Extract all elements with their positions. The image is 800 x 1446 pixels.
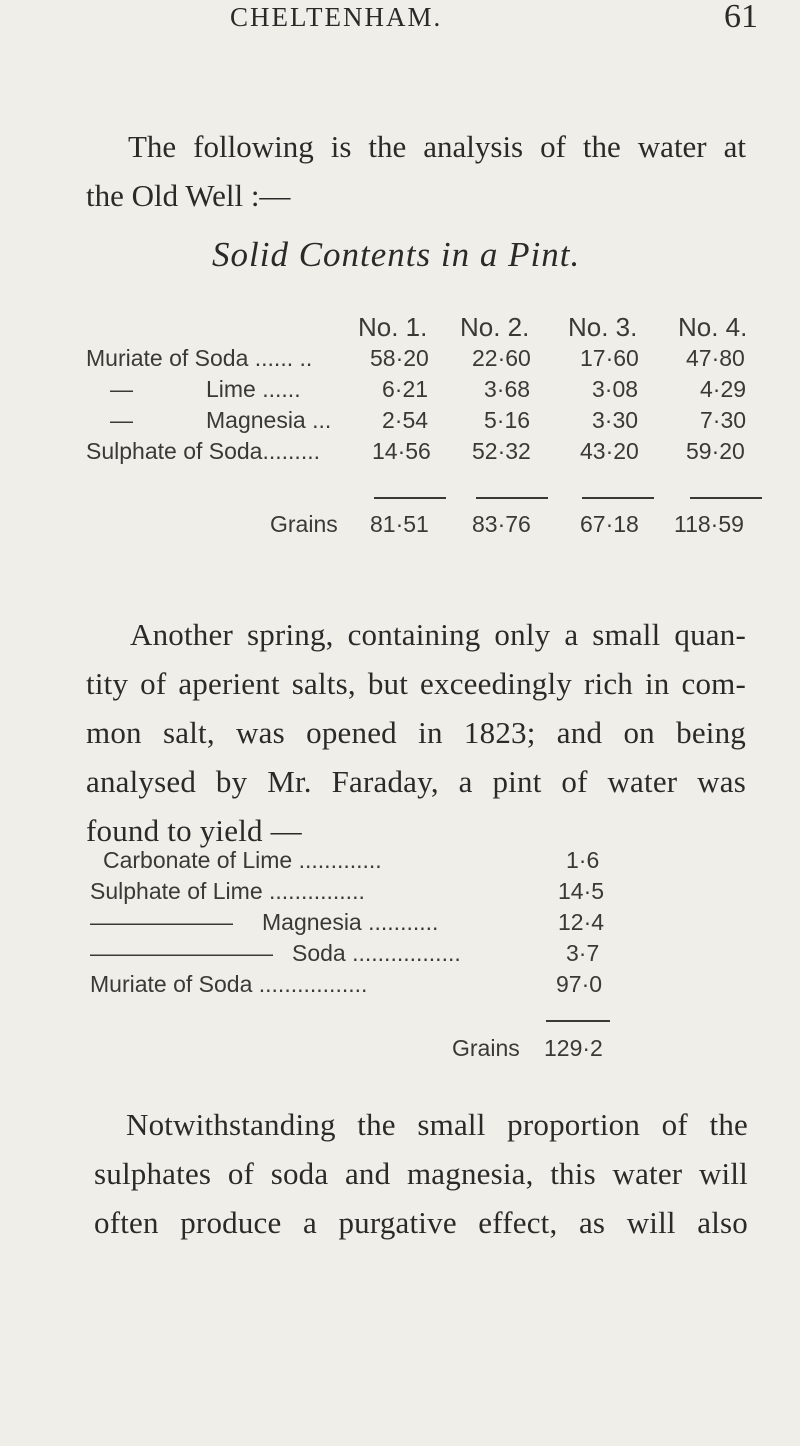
cell-value: 3·7	[566, 940, 600, 966]
column-header: No. 1.	[358, 312, 428, 342]
cell-value: 3·68	[484, 376, 531, 402]
body-paragraph	[94, 1100, 748, 1247]
cell-value: 2·54	[382, 407, 429, 433]
cell-value: 3·08	[592, 376, 639, 402]
total-label: Grains	[270, 511, 338, 537]
sum-rule	[374, 497, 446, 499]
paragraph-line: found to yield —	[86, 813, 302, 848]
row-label: Muriate of Soda ...... ..	[86, 345, 313, 371]
cell-value: 59·20	[686, 438, 745, 464]
cell-value: 17·60	[580, 345, 639, 371]
paragraph-line: Another spring, containing only a small quan-	[130, 617, 746, 652]
cell-value: 3·30	[592, 407, 639, 433]
sum-rule	[546, 1020, 610, 1022]
paragraph-line: mon salt, was opened in 1823; and on being	[86, 715, 746, 750]
table-subtitle: Solid Contents in a Pint.	[212, 235, 581, 274]
cell-value: 52·32	[472, 438, 531, 464]
row-label: Muriate of Soda .................	[90, 971, 368, 997]
cell-value: 14·56	[372, 438, 431, 464]
page-number: 61	[724, 0, 758, 35]
running-header: CHELTENHAM.	[230, 2, 443, 32]
paragraph-line: analysed by Mr. Faraday, a pint of water was	[86, 764, 746, 799]
row-label: Sulphate of Soda.........	[86, 438, 320, 464]
paragraph-line: often produce a purgative effect, as will also	[94, 1205, 748, 1240]
cell-value: 7·30	[700, 407, 747, 433]
row-label: Magnesia ...........	[262, 909, 439, 935]
body-paragraph	[86, 610, 746, 855]
cell-value: 4·29	[700, 376, 747, 402]
total-value: 83·76	[472, 511, 531, 537]
ditto-rule: —————————	[90, 940, 270, 966]
sum-rule	[476, 497, 548, 499]
paragraph-line: tity of aperient salts, but exceedingly rich in com-	[86, 666, 746, 701]
total-value: 67·18	[580, 511, 639, 537]
ditto-dash: —	[110, 376, 133, 402]
cell-value: 12·4	[558, 909, 605, 935]
cell-value: 43·20	[580, 438, 639, 464]
total-value: 118·59	[674, 511, 744, 537]
sum-rule	[690, 497, 762, 499]
row-label: Soda .................	[292, 940, 461, 966]
cell-value: 5·16	[484, 407, 531, 433]
ditto-dash: —	[110, 407, 133, 433]
paragraph-line: sulphates of soda and magnesia, this water will	[94, 1156, 748, 1191]
total-value: 129·2	[544, 1035, 603, 1061]
intro-paragraph	[86, 122, 746, 220]
cell-value: 1·6	[566, 847, 600, 873]
paragraph-line: Notwithstanding the small proportion of the	[126, 1107, 748, 1142]
sum-rule	[582, 497, 654, 499]
column-header: No. 2.	[460, 312, 530, 342]
total-label: Grains	[452, 1035, 520, 1061]
cell-value: 47·80	[686, 345, 745, 371]
ditto-rule: ———————	[90, 909, 230, 935]
intro-line: The following is the analysis of the water at	[128, 129, 746, 164]
cell-value: 58·20	[370, 345, 429, 371]
column-header: No. 3.	[568, 312, 638, 342]
intro-line: the Old Well :—	[86, 178, 291, 213]
row-label: Lime ......	[206, 376, 301, 402]
total-value: 81·51	[370, 511, 429, 537]
cell-value: 14·5	[558, 878, 605, 904]
row-label: Magnesia ...	[206, 407, 332, 433]
row-label: Sulphate of Lime ...............	[90, 878, 365, 904]
row-label: Carbonate of Lime .............	[103, 847, 382, 873]
cell-value: 6·21	[382, 376, 429, 402]
cell-value: 97·0	[556, 971, 603, 997]
cell-value: 22·60	[472, 345, 531, 371]
column-header: No. 4.	[678, 312, 748, 342]
